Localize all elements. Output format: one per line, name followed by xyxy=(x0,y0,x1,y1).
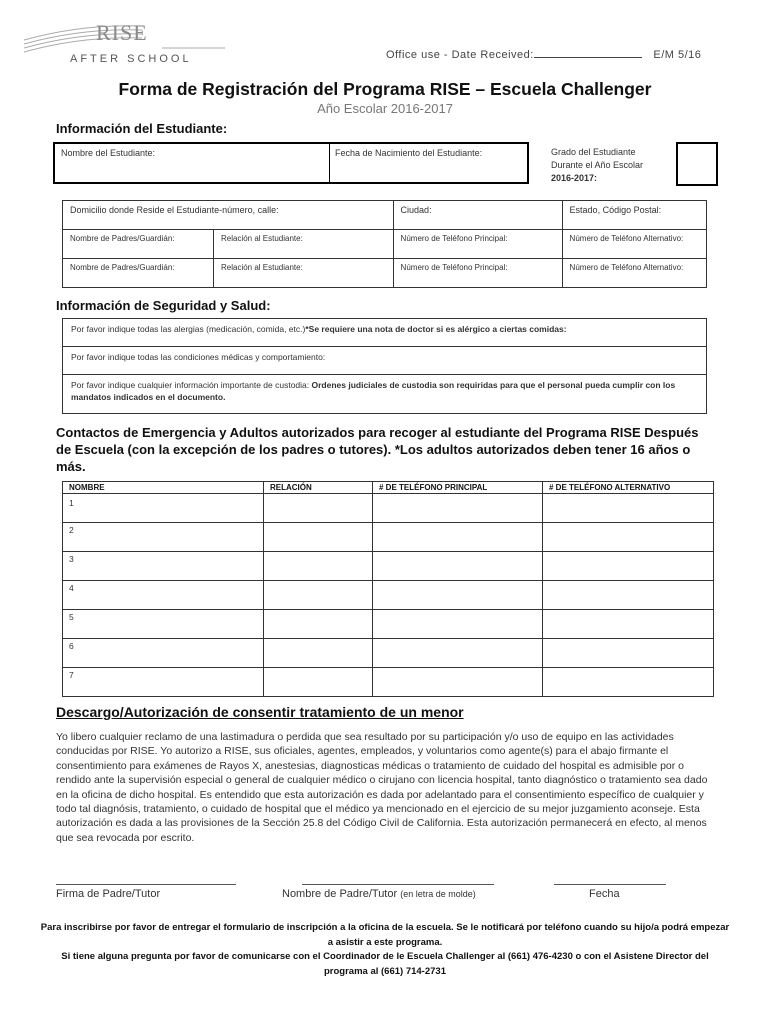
contact-phone-cell[interactable] xyxy=(373,523,543,552)
contact-relation-cell[interactable] xyxy=(264,523,373,552)
contact-phone-cell[interactable] xyxy=(373,581,543,610)
parent-signature-label: Firma de Padre/Tutor xyxy=(56,888,161,900)
address-field[interactable]: Domicilio donde Reside el Estudiante-número, calle: xyxy=(63,201,394,230)
contact-phone-cell[interactable] xyxy=(373,494,543,523)
table-row xyxy=(63,230,707,259)
table-row xyxy=(63,201,707,230)
contacts-table xyxy=(62,481,714,697)
student-box-divider xyxy=(329,144,330,182)
col-relation: RELACIÓN xyxy=(264,482,373,494)
parent2-relation-field[interactable]: Relación al Estudiante: xyxy=(214,259,394,288)
release-text: Yo libero cualquier reclamo de una lastimadura o perdida que sea resultado por su participación y/o uso de equipo en las actividades conducidas por RISE. Yo autorizo a RISE, sus oficiales, agentes, empleados, y voluntarios como agente(s) para el abajo firmante el consentimiento para exámenes de Rayos X, anestesias, diagnosticas médicas o tratamiento de cuidado del hospital es admisible por o rendido ante la supervisión especial o general de cualquier médico o cirujano con licencia hospital, tanto diagnóstico o tratamiento sea dado en la oficina de dicho hospital. Es entendido que esta autorización es dada por adelantado para el consentimiento específico de cualquier y todo tal diagnósis, tratamiento, o cuidado de hospital que el médico ya mencionado en el ejercicio de su mejor juzgamiento aconseje. Esta autorización es dada a las provisiones de la Sección 25.8 del Código Civil de California. Esta autorización permanecerá en efecto, al menos que sea revocada por escrito. xyxy=(56,731,708,844)
footer-line-1: Para inscribirse por favor de entregar el formulario de inscripción a la oficina de la escuela. Se le notificará por teléfono cuando su hijo/a podrá empezar a asistir a este programa. xyxy=(40,922,730,948)
student-dob-field[interactable]: Fecha de Nacimiento del Estudiante: xyxy=(335,148,483,158)
col-name: NOMBRE xyxy=(63,482,264,494)
contact-phone-cell[interactable] xyxy=(373,668,543,697)
table-row xyxy=(63,552,714,581)
release-heading: Descargo/Autorización de consentir tratamiento de un menor xyxy=(56,704,464,720)
table-row xyxy=(63,259,707,288)
contact-name-cell[interactable]: 3 xyxy=(63,552,264,581)
grade-label xyxy=(551,146,643,185)
contact-phone-cell[interactable] xyxy=(373,610,543,639)
parent-name-line[interactable] xyxy=(302,884,494,885)
office-use-label: Office use - Date Received: xyxy=(386,49,534,61)
table-row xyxy=(63,523,714,552)
office-use-line xyxy=(386,47,701,61)
allergies-label: Por favor indique todas las alergias (medicación, comida, etc.) xyxy=(71,324,306,334)
contact-alt-phone-cell[interactable] xyxy=(543,494,714,523)
contact-phone-cell[interactable] xyxy=(373,552,543,581)
contact-name-cell[interactable]: 7 xyxy=(63,668,264,697)
grade-field[interactable] xyxy=(676,142,718,186)
contact-relation-cell[interactable] xyxy=(264,581,373,610)
contact-relation-cell[interactable] xyxy=(264,552,373,581)
parent1-name-field[interactable]: Nombre de Padres/Guardián: xyxy=(63,230,214,259)
col-alt-phone: # DE TELÉFONO ALTERNATIVO xyxy=(543,482,714,494)
health-table xyxy=(62,318,707,414)
parent1-phone-field[interactable]: Número de Teléfono Principal: xyxy=(393,230,562,259)
allergies-field[interactable] xyxy=(63,319,707,347)
date-received-blank[interactable] xyxy=(534,47,642,58)
contact-relation-cell[interactable] xyxy=(264,668,373,697)
health-heading: Información de Seguridad y Salud: xyxy=(56,298,271,313)
grade-label-line2: Durante el Año Escolar xyxy=(551,160,644,170)
student-info-heading: Información del Estudiante: xyxy=(56,121,228,136)
parent2-phone-field[interactable]: Número de Teléfono Principal: xyxy=(393,259,562,288)
parent-signature-line[interactable] xyxy=(56,884,236,885)
contact-name-cell[interactable]: 6 xyxy=(63,639,264,668)
contact-name-cell[interactable]: 1 xyxy=(63,494,264,523)
table-row xyxy=(63,347,707,375)
table-row xyxy=(63,610,714,639)
parent2-alt-phone-field[interactable]: Número de Teléfono Alternativo: xyxy=(562,259,706,288)
table-row xyxy=(63,319,707,347)
custody-note: Ordenes judiciales de custodia son requiridas para que el personal pueda cumplir con los mandatos indicados en el documento. xyxy=(71,380,676,402)
col-phone: # DE TELÉFONO PRINCIPAL xyxy=(373,482,543,494)
parent-name-note: (en letra de molde) xyxy=(400,889,476,899)
contact-name-cell[interactable]: 5 xyxy=(63,610,264,639)
state-zip-field[interactable]: Estado, Código Postal: xyxy=(562,201,706,230)
table-row xyxy=(63,494,714,523)
contact-alt-phone-cell[interactable] xyxy=(543,552,714,581)
contact-relation-cell[interactable] xyxy=(264,639,373,668)
grade-label-line1: Grado del Estudiante xyxy=(551,147,636,157)
table-row xyxy=(63,668,714,697)
address-parents-table xyxy=(62,200,707,288)
contact-phone-cell[interactable] xyxy=(373,639,543,668)
contact-name-cell[interactable]: 2 xyxy=(63,523,264,552)
custody-field[interactable] xyxy=(63,375,707,414)
city-field[interactable]: Ciudad: xyxy=(393,201,562,230)
contact-alt-phone-cell[interactable] xyxy=(543,668,714,697)
custody-label: Por favor indique cualquier información importante de custodia: xyxy=(71,380,312,390)
contact-name-cell[interactable]: 4 xyxy=(63,581,264,610)
date-label: Fecha xyxy=(589,888,620,900)
logo-subtitle: AFTER SCHOOL xyxy=(70,53,192,65)
allergies-note: *Se requiere una nota de doctor si es alérgico a ciertas comidas: xyxy=(305,324,567,334)
table-row xyxy=(63,375,707,414)
school-year: Año Escolar 2016-2017 xyxy=(317,101,453,116)
contact-alt-phone-cell[interactable] xyxy=(543,610,714,639)
date-line[interactable] xyxy=(554,884,666,885)
parent1-alt-phone-field[interactable]: Número de Teléfono Alternativo: xyxy=(562,230,706,259)
footer-instructions xyxy=(40,921,730,979)
contact-alt-phone-cell[interactable] xyxy=(543,639,714,668)
parent1-relation-field[interactable]: Relación al Estudiante: xyxy=(214,230,394,259)
contacts-heading: Contactos de Emergencia y Adultos autorizados para recoger al estudiante del Programa RISE Después de Escuela (con la excepción de los padres o tutores). *Los adultos autorizados deben tener 16 años o más. xyxy=(56,425,699,474)
parent2-name-field[interactable]: Nombre de Padres/Guardián: xyxy=(63,259,214,288)
table-header-row xyxy=(63,482,714,494)
logo-title: RISE xyxy=(96,20,148,45)
student-name-field[interactable]: Nombre del Estudiante: xyxy=(61,148,156,158)
table-row xyxy=(63,639,714,668)
footer-line-2: Si tiene alguna pregunta por favor de comunicarse con el Coordinador de le Escuela Challenger al (661) 476-4230 o con el Asistene Director del programa al (661) 714-2731 xyxy=(61,951,709,977)
table-row xyxy=(63,581,714,610)
page-title: Forma de Registración del Programa RISE – Escuela Challenger xyxy=(118,79,652,99)
conditions-field[interactable]: Por favor indique todas las condiciones médicas y comportamiento: xyxy=(63,347,707,375)
contact-alt-phone-cell[interactable] xyxy=(543,523,714,552)
grade-label-line3: 2016-2017: xyxy=(551,173,598,183)
contact-relation-cell[interactable] xyxy=(264,494,373,523)
contact-alt-phone-cell[interactable] xyxy=(543,581,714,610)
parent-name-label xyxy=(282,888,476,900)
form-code: E/M 5/16 xyxy=(653,49,702,61)
contact-relation-cell[interactable] xyxy=(264,610,373,639)
parent-name-text: Nombre de Padre/Tutor xyxy=(282,888,401,900)
student-info-box xyxy=(53,142,529,184)
